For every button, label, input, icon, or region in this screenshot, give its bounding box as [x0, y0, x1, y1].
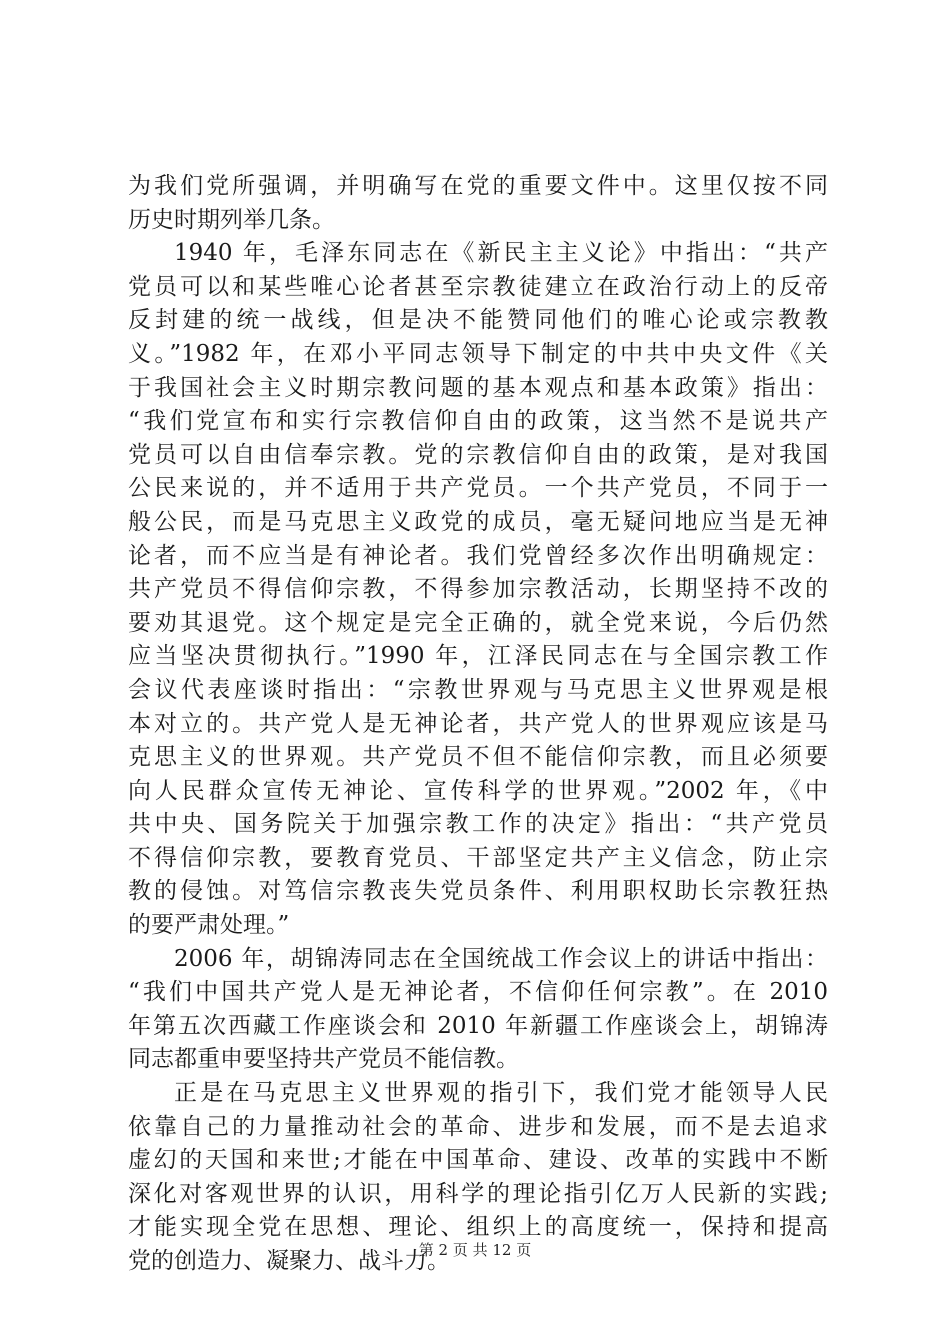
paragraph-3: [128, 943, 828, 1077]
text-line: 公民来说的，并不适用于共产党员。一个共产党员，不同于一: [128, 475, 828, 502]
text-line: 1940 年，毛泽东同志在《新民主主义论》中指出：“共产: [174, 240, 828, 267]
page-footer: 第 2 页 共 12 页: [418, 1241, 532, 1259]
text-line: 共产党员不得信仰宗教，不得参加宗教活动，长期坚持不改的: [128, 576, 828, 603]
text-line: 克思主义的世界观。共产党员不但不能信仰宗教，而且必须要: [128, 744, 828, 771]
text-line: 于我国社会主义时期宗教问题的基本观点和基本政策》指出：: [128, 374, 828, 401]
text-line: 会议代表座谈时指出：“宗教世界观与马克思主义世界观是根: [128, 676, 828, 703]
text-line: 才能实现全党在思想、理论、组织上的高度统一，保持和提高: [128, 1214, 828, 1241]
text-line: 向人民群众宣传无神论、宣传科学的世界观。”2002 年，《中: [128, 777, 828, 804]
text-line: 论者，而不应当是有神论者。我们党曾经多次作出明确规定：: [128, 542, 828, 569]
text-line: 共中央、国务院关于加强宗教工作的决定》指出：“共产党员: [128, 811, 828, 838]
text-line: 党员可以和某些唯心论者甚至宗教徒建立在政治行动上的反帝: [128, 273, 828, 300]
text-line: 应当坚决贯彻执行。”1990 年，江泽民同志在与全国宗教工作: [128, 643, 828, 670]
text-line: 虚幻的天国和来世;才能在中国革命、建设、改革的实践中不断: [128, 1147, 828, 1174]
text-line: 不得信仰宗教，要教育党员、干部坚定共产主义信念，防止宗: [128, 844, 828, 871]
paragraph-2: [128, 237, 828, 942]
text-line: 年第五次西藏工作座谈会和 2010 年新疆工作座谈会上，胡锦涛: [128, 1012, 828, 1039]
text-line: 般公民，而是马克思主义政党的成员，毫无疑问地应当是无神: [128, 508, 828, 535]
text-line: 的要严肃处理。”: [128, 912, 290, 939]
text-line: 为我们党所强调，并明确写在党的重要文件中。这里仅按不同: [128, 173, 828, 199]
text-line: 党员可以自由信奉宗教。党的宗教信仰自由的政策，是对我国: [128, 441, 828, 468]
text-line: 2006 年，胡锦涛同志在全国统战工作会议上的讲话中指出：: [174, 945, 828, 972]
document-body: [128, 170, 828, 1279]
text-line: 正是在马克思主义世界观的指引下，我们党才能领导人民: [174, 1080, 828, 1107]
text-line: 同志都重申要坚持共产党员不能信教。: [128, 1046, 519, 1073]
text-line: 反封建的统一战线，但是决不能赞同他们的唯心论或宗教教: [128, 307, 828, 334]
text-line: 党的创造力、凝聚力、战斗力。: [128, 1248, 450, 1274]
text-line: 深化对客观世界的认识，用科学的理论指引亿万人民新的实践;: [128, 1180, 828, 1207]
text-line: 义。”1982 年，在邓小平同志领导下制定的中共中央文件《关: [128, 340, 828, 367]
text-line: 依靠自己的力量推动社会的革命、进步和发展，而不是去追求: [128, 1113, 828, 1140]
text-line: “我们中国共产党人是无神论者，不信仰任何宗教”。在 2010: [128, 979, 828, 1006]
text-line: 要劝其退党。这个规定是完全正确的，就全党来说，今后仍然: [128, 609, 828, 636]
paragraph-1: [128, 170, 828, 237]
text-line: 本对立的。共产党人是无神论者，共产党人的世界观应该是马: [128, 710, 828, 737]
text-line: 历史时期列举几条。: [128, 206, 335, 233]
text-line: 教的侵蚀。对笃信宗教丧失党员条件、利用职权助长宗教狂热: [128, 878, 828, 905]
text-line: “我们党宣布和实行宗教信仰自由的政策，这当然不是说共产: [128, 408, 828, 435]
